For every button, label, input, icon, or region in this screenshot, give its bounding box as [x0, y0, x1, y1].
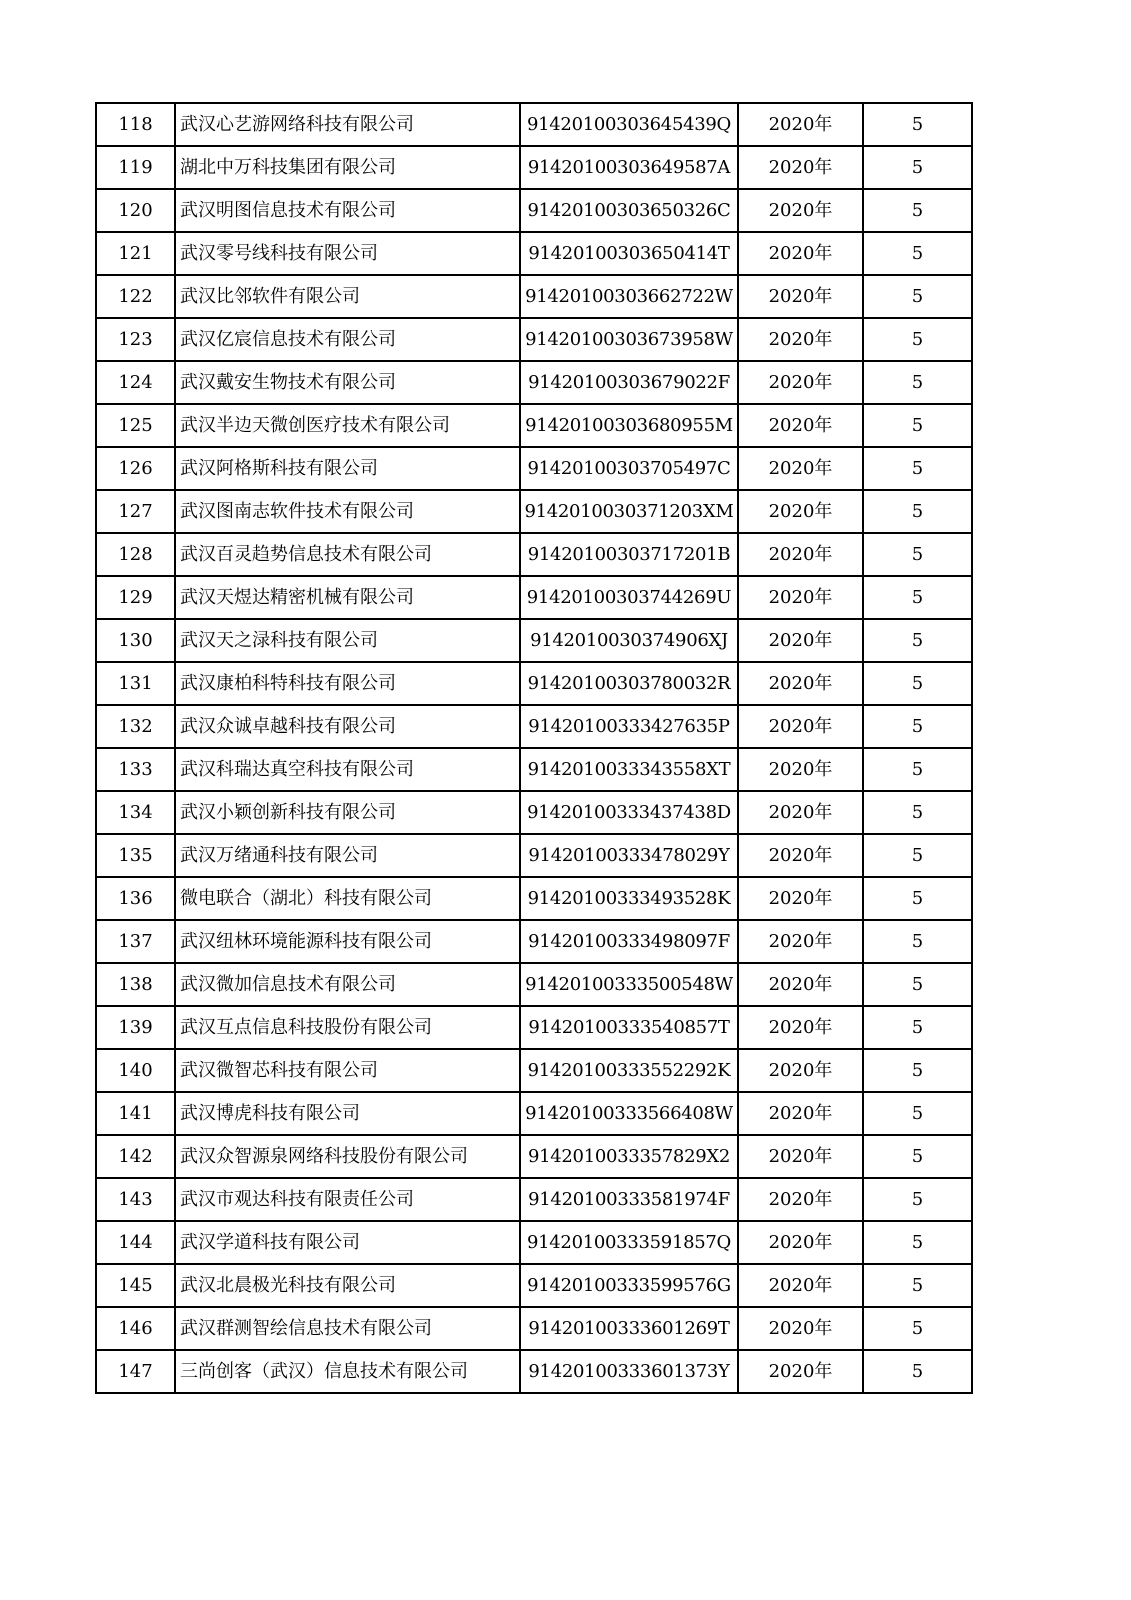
- table-row: [96, 834, 972, 877]
- score-cell: 5: [863, 791, 972, 834]
- table-row: [96, 1049, 972, 1092]
- row-number-cell: 125: [96, 404, 175, 447]
- table-row: [96, 1350, 972, 1393]
- credit-code-cell: 91420100303680955M: [520, 404, 738, 447]
- company-name-cell: 武汉心艺游网络科技有限公司: [175, 103, 520, 146]
- table-row: [96, 920, 972, 963]
- table-row: [96, 748, 972, 791]
- credit-code-cell: 91420100303673958W: [520, 318, 738, 361]
- row-number-cell: 136: [96, 877, 175, 920]
- table-row: [96, 404, 972, 447]
- score-cell: 5: [863, 103, 972, 146]
- company-name-cell: 武汉小颖创新科技有限公司: [175, 791, 520, 834]
- year-cell: 2020年: [738, 1264, 863, 1307]
- score-cell: 5: [863, 232, 972, 275]
- credit-code-cell: 91420100333500548W: [520, 963, 738, 1006]
- year-cell: 2020年: [738, 705, 863, 748]
- row-number-cell: 139: [96, 1006, 175, 1049]
- company-name-cell: 武汉众智源泉网络科技股份有限公司: [175, 1135, 520, 1178]
- table-row: [96, 877, 972, 920]
- score-cell: 5: [863, 146, 972, 189]
- score-cell: 5: [863, 447, 972, 490]
- row-number-cell: 126: [96, 447, 175, 490]
- year-cell: 2020年: [738, 146, 863, 189]
- score-cell: 5: [863, 662, 972, 705]
- company-name-cell: 武汉天煜达精密机械有限公司: [175, 576, 520, 619]
- table-row: [96, 1307, 972, 1350]
- credit-code-cell: 91420100303649587A: [520, 146, 738, 189]
- score-cell: 5: [863, 1350, 972, 1393]
- row-number-cell: 123: [96, 318, 175, 361]
- company-name-cell: 武汉北晨极光科技有限公司: [175, 1264, 520, 1307]
- company-name-cell: 武汉博虎科技有限公司: [175, 1092, 520, 1135]
- company-name-cell: 武汉纽林环境能源科技有限公司: [175, 920, 520, 963]
- company-name-cell: 武汉比邻软件有限公司: [175, 275, 520, 318]
- year-cell: 2020年: [738, 1221, 863, 1264]
- company-name-cell: 武汉百灵趋势信息技术有限公司: [175, 533, 520, 576]
- score-cell: 5: [863, 619, 972, 662]
- score-cell: 5: [863, 1264, 972, 1307]
- year-cell: 2020年: [738, 619, 863, 662]
- row-number-cell: 120: [96, 189, 175, 232]
- row-number-cell: 146: [96, 1307, 175, 1350]
- credit-code-cell: 91420100303662722W: [520, 275, 738, 318]
- company-name-cell: 武汉微加信息技术有限公司: [175, 963, 520, 1006]
- year-cell: 2020年: [738, 189, 863, 232]
- credit-code-cell: 9142010033357829X2: [520, 1135, 738, 1178]
- score-cell: 5: [863, 1221, 972, 1264]
- score-cell: 5: [863, 1049, 972, 1092]
- score-cell: 5: [863, 963, 972, 1006]
- company-name-cell: 武汉亿宸信息技术有限公司: [175, 318, 520, 361]
- credit-code-cell: 91420100303744269U: [520, 576, 738, 619]
- credit-code-cell: 91420100333437438D: [520, 791, 738, 834]
- credit-code-cell: 9142010033343558XT: [520, 748, 738, 791]
- table-row: [96, 103, 972, 146]
- row-number-cell: 138: [96, 963, 175, 1006]
- row-number-cell: 124: [96, 361, 175, 404]
- table-row: [96, 1092, 972, 1135]
- row-number-cell: 130: [96, 619, 175, 662]
- score-cell: 5: [863, 318, 972, 361]
- table-body: [96, 103, 972, 1393]
- credit-code-cell: 91420100303705497C: [520, 447, 738, 490]
- company-name-cell: 武汉学道科技有限公司: [175, 1221, 520, 1264]
- table-row: [96, 705, 972, 748]
- company-name-cell: 武汉明图信息技术有限公司: [175, 189, 520, 232]
- year-cell: 2020年: [738, 232, 863, 275]
- score-cell: 5: [863, 920, 972, 963]
- score-cell: 5: [863, 1135, 972, 1178]
- row-number-cell: 134: [96, 791, 175, 834]
- table-row: [96, 275, 972, 318]
- company-name-cell: 武汉微智芯科技有限公司: [175, 1049, 520, 1092]
- table-row: [96, 232, 972, 275]
- score-cell: 5: [863, 1178, 972, 1221]
- credit-code-cell: 91420100303650414T: [520, 232, 738, 275]
- row-number-cell: 145: [96, 1264, 175, 1307]
- table-row: [96, 318, 972, 361]
- year-cell: 2020年: [738, 103, 863, 146]
- year-cell: 2020年: [738, 490, 863, 533]
- company-list-table: [95, 102, 973, 1394]
- credit-code-cell: 91420100303645439Q: [520, 103, 738, 146]
- credit-code-cell: 91420100333540857T: [520, 1006, 738, 1049]
- year-cell: 2020年: [738, 447, 863, 490]
- company-name-cell: 武汉戴安生物技术有限公司: [175, 361, 520, 404]
- score-cell: 5: [863, 1092, 972, 1135]
- table-row: [96, 447, 972, 490]
- row-number-cell: 144: [96, 1221, 175, 1264]
- credit-code-cell: 91420100333498097F: [520, 920, 738, 963]
- credit-code-cell: 91420100333478029Y: [520, 834, 738, 877]
- row-number-cell: 121: [96, 232, 175, 275]
- score-cell: 5: [863, 877, 972, 920]
- row-number-cell: 143: [96, 1178, 175, 1221]
- credit-code-cell: 91420100333581974F: [520, 1178, 738, 1221]
- table-row: [96, 662, 972, 705]
- company-name-cell: 武汉康柏科特科技有限公司: [175, 662, 520, 705]
- row-number-cell: 133: [96, 748, 175, 791]
- row-number-cell: 122: [96, 275, 175, 318]
- company-name-cell: 武汉图南志软件技术有限公司: [175, 490, 520, 533]
- table-row: [96, 1221, 972, 1264]
- row-number-cell: 129: [96, 576, 175, 619]
- company-name-cell: 武汉万绪通科技有限公司: [175, 834, 520, 877]
- year-cell: 2020年: [738, 1350, 863, 1393]
- credit-code-cell: 91420100303717201B: [520, 533, 738, 576]
- table-row: [96, 963, 972, 1006]
- credit-code-cell: 91420100303650326C: [520, 189, 738, 232]
- company-name-cell: 武汉半边天微创医疗技术有限公司: [175, 404, 520, 447]
- company-name-cell: 武汉群测智绘信息技术有限公司: [175, 1307, 520, 1350]
- year-cell: 2020年: [738, 1135, 863, 1178]
- year-cell: 2020年: [738, 1307, 863, 1350]
- table-row: [96, 576, 972, 619]
- year-cell: 2020年: [738, 533, 863, 576]
- table-row: [96, 146, 972, 189]
- row-number-cell: 132: [96, 705, 175, 748]
- year-cell: 2020年: [738, 1049, 863, 1092]
- credit-code-cell: 91420100333427635P: [520, 705, 738, 748]
- table-row: [96, 533, 972, 576]
- table-row: [96, 189, 972, 232]
- company-name-cell: 武汉市观达科技有限责任公司: [175, 1178, 520, 1221]
- score-cell: 5: [863, 404, 972, 447]
- score-cell: 5: [863, 189, 972, 232]
- row-number-cell: 128: [96, 533, 175, 576]
- row-number-cell: 140: [96, 1049, 175, 1092]
- table-row: [96, 1135, 972, 1178]
- year-cell: 2020年: [738, 877, 863, 920]
- score-cell: 5: [863, 361, 972, 404]
- year-cell: 2020年: [738, 318, 863, 361]
- row-number-cell: 147: [96, 1350, 175, 1393]
- table-row: [96, 791, 972, 834]
- score-cell: 5: [863, 748, 972, 791]
- year-cell: 2020年: [738, 1178, 863, 1221]
- score-cell: 5: [863, 275, 972, 318]
- year-cell: 2020年: [738, 920, 863, 963]
- company-name-cell: 武汉天之渌科技有限公司: [175, 619, 520, 662]
- row-number-cell: 119: [96, 146, 175, 189]
- year-cell: 2020年: [738, 275, 863, 318]
- year-cell: 2020年: [738, 963, 863, 1006]
- year-cell: 2020年: [738, 1092, 863, 1135]
- year-cell: 2020年: [738, 404, 863, 447]
- table-row: [96, 1006, 972, 1049]
- year-cell: 2020年: [738, 361, 863, 404]
- credit-code-cell: 91420100333601373Y: [520, 1350, 738, 1393]
- credit-code-cell: 91420100333599576G: [520, 1264, 738, 1307]
- company-name-cell: 湖北中万科技集团有限公司: [175, 146, 520, 189]
- company-name-cell: 武汉互点信息科技股份有限公司: [175, 1006, 520, 1049]
- year-cell: 2020年: [738, 1006, 863, 1049]
- score-cell: 5: [863, 1006, 972, 1049]
- year-cell: 2020年: [738, 576, 863, 619]
- row-number-cell: 131: [96, 662, 175, 705]
- row-number-cell: 118: [96, 103, 175, 146]
- table-row: [96, 1178, 972, 1221]
- credit-code-cell: 91420100333601269T: [520, 1307, 738, 1350]
- company-name-cell: 武汉零号线科技有限公司: [175, 232, 520, 275]
- score-cell: 5: [863, 490, 972, 533]
- score-cell: 5: [863, 705, 972, 748]
- row-number-cell: 142: [96, 1135, 175, 1178]
- score-cell: 5: [863, 1307, 972, 1350]
- credit-code-cell: 9142010030371203XM: [520, 490, 738, 533]
- row-number-cell: 141: [96, 1092, 175, 1135]
- row-number-cell: 135: [96, 834, 175, 877]
- credit-code-cell: 91420100333591857Q: [520, 1221, 738, 1264]
- company-name-cell: 武汉众诚卓越科技有限公司: [175, 705, 520, 748]
- score-cell: 5: [863, 834, 972, 877]
- score-cell: 5: [863, 533, 972, 576]
- credit-code-cell: 91420100303780032R: [520, 662, 738, 705]
- year-cell: 2020年: [738, 748, 863, 791]
- company-name-cell: 武汉科瑞达真空科技有限公司: [175, 748, 520, 791]
- row-number-cell: 137: [96, 920, 175, 963]
- credit-code-cell: 9142010030374906XJ: [520, 619, 738, 662]
- credit-code-cell: 91420100303679022F: [520, 361, 738, 404]
- company-name-cell: 武汉阿格斯科技有限公司: [175, 447, 520, 490]
- credit-code-cell: 91420100333493528K: [520, 877, 738, 920]
- table-row: [96, 490, 972, 533]
- company-name-cell: 微电联合（湖北）科技有限公司: [175, 877, 520, 920]
- row-number-cell: 127: [96, 490, 175, 533]
- table-row: [96, 361, 972, 404]
- year-cell: 2020年: [738, 791, 863, 834]
- score-cell: 5: [863, 576, 972, 619]
- company-name-cell: 三尚创客（武汉）信息技术有限公司: [175, 1350, 520, 1393]
- table-row: [96, 1264, 972, 1307]
- year-cell: 2020年: [738, 834, 863, 877]
- credit-code-cell: 91420100333552292K: [520, 1049, 738, 1092]
- year-cell: 2020年: [738, 662, 863, 705]
- company-list-table-container: [95, 102, 971, 1394]
- credit-code-cell: 91420100333566408W: [520, 1092, 738, 1135]
- table-row: [96, 619, 972, 662]
